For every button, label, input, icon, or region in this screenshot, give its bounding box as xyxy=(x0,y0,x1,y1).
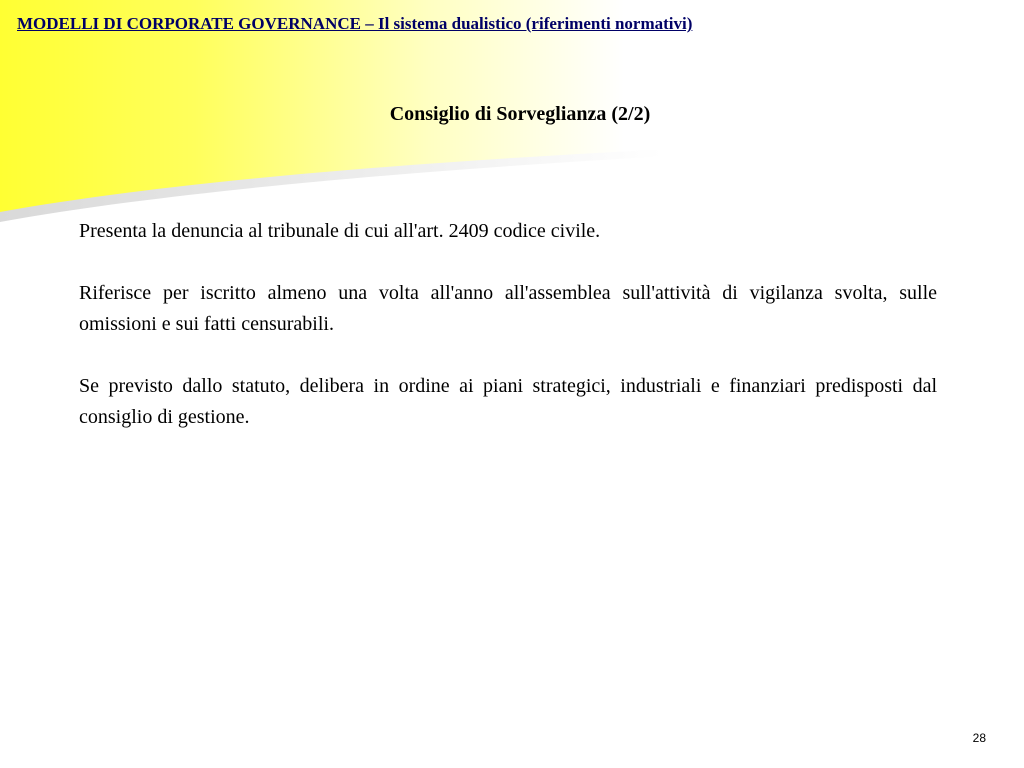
slide-content xyxy=(79,216,937,464)
page-number: 28 xyxy=(972,731,986,745)
paragraph-riferisce: Riferisce per iscritto almeno una volta all'anno all'assemblea sull'attività di vigilanza svolta, sulle omissioni e sui fatti censurabili. xyxy=(79,282,937,335)
header-title: MODELLI DI CORPORATE GOVERNANCE – Il sistema dualistico (riferimenti normativi) xyxy=(17,14,693,33)
paragraph-delibera: Se previsto dallo statuto, delibera in ordine ai piani strategici, industriali e finanziari predisposti dal consiglio di gestione. xyxy=(79,375,937,428)
slide-subtitle: Consiglio di Sorveglianza (2/2) xyxy=(389,103,651,125)
paragraph-denuncia: Presenta la denuncia al tribunale di cui all'art. 2409 codice civile. xyxy=(79,220,601,242)
